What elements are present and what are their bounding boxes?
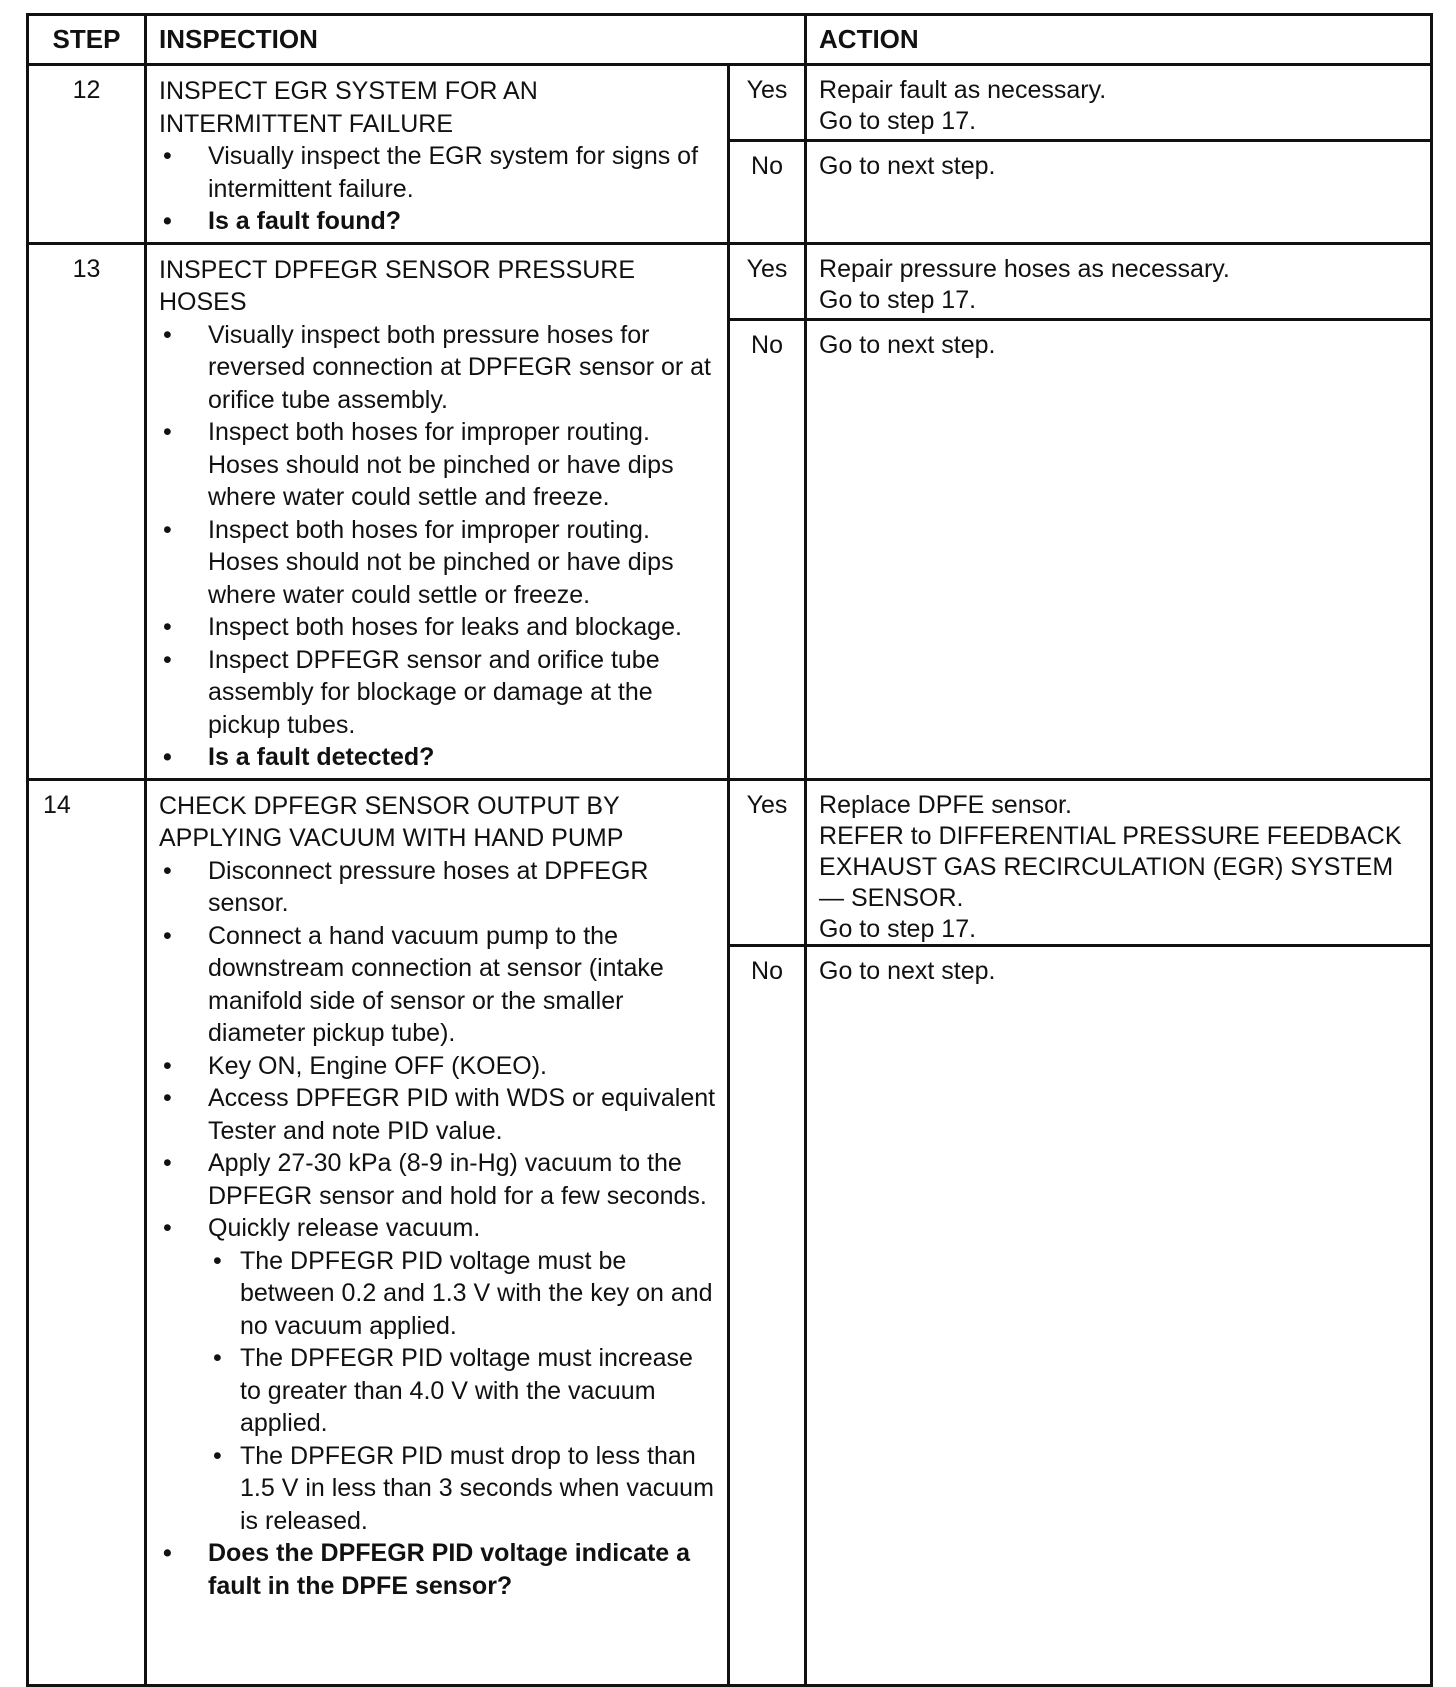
inspection-bullets [159, 140, 717, 238]
bullet-item: • Inspect DPFEGR sensor and orifice tube assembly for blockage or damage at the pickup tubes. [159, 644, 717, 742]
action-line: Go to step 17. [819, 285, 977, 314]
bullet-item: • Connect a hand vacuum pump to the downstream connection at sensor (intake manifold side of sensor or the smaller diameter pickup tube). [159, 920, 717, 1050]
bullet-item: • Inspect both hoses for improper routing. Hoses should not be pinched or have dips where water could settle and freeze. [159, 416, 717, 514]
question-bullet: • Is a fault found? [159, 205, 717, 238]
action-line: Repair pressure hoses as necessary. [819, 254, 1230, 283]
action-cell [806, 779, 1432, 1685]
bullet-item: • Inspect both hoses for improper routing. Hoses should not be pinched or have dips where water could settle or freeze. [159, 514, 717, 612]
step-header: STEP [28, 15, 146, 65]
yes-label: Yes [730, 245, 804, 321]
table-row [28, 779, 1432, 1685]
header-row [28, 15, 1432, 65]
no-action [807, 947, 1430, 1684]
action-line: Replace DPFE sensor. [819, 790, 1072, 819]
inspection-title: INSPECT DPFEGR SENSOR PRESSURE HOSES [159, 255, 636, 316]
inspection-bullets [159, 855, 717, 1603]
no-label: No [751, 956, 783, 985]
bullet-text: • Quickly release vacuum. [208, 1214, 481, 1242]
yes-label: Yes [730, 66, 804, 142]
no-action [807, 142, 1430, 242]
action-line: REFER to DIFFERENTIAL PRESSURE FEEDBACK EXHAUST GAS RECIRCULATION (EGR) SYSTEM — SENSOR. [819, 821, 1402, 912]
sub-bullet-item: • The DPFEGR PID must drop to less than 1.5 V in less than 3 seconds when vacuum is released. [208, 1440, 717, 1538]
yes-action [807, 66, 1430, 142]
action-line: Go to next step. [819, 956, 996, 985]
yes-action [807, 781, 1430, 947]
action-cell [806, 243, 1432, 779]
inspection-cell [146, 779, 729, 1685]
action-line: Go to step 17. [819, 914, 977, 943]
inspection-header: INSPECTION [146, 15, 806, 65]
action-line: Go to step 17. [819, 107, 977, 135]
no-action [807, 321, 1430, 778]
inspection-title: INSPECT EGR SYSTEM FOR AN INTERMITTENT FAILURE [159, 77, 538, 138]
no-label: No [751, 152, 783, 180]
inspection-title: CHECK DPFEGR SENSOR OUTPUT BY APPLYING VACUUM WITH HAND PUMP [159, 791, 624, 852]
sub-bullet-item: • The DPFEGR PID voltage must increase to greater than 4.0 V with the vacuum applied. [208, 1342, 717, 1440]
diagnostic-table [26, 13, 1433, 1687]
bullet-item: • Visually inspect both pressure hoses for reversed connection at DPFEGR sensor or at orifice tube assembly. [159, 319, 717, 417]
action-line: Go to next step. [819, 152, 996, 180]
step-number: 14 [28, 779, 146, 1685]
sub-bullet-item: • The DPFEGR PID voltage must be between 0.2 and 1.3 V with the key on and no vacuum applied. [208, 1245, 717, 1343]
step-number: 13 [28, 243, 146, 779]
inspection-cell [146, 243, 729, 779]
action-line: Go to next step. [819, 330, 996, 359]
action-line: Repair fault as necessary. [819, 76, 1107, 104]
action-header: ACTION [806, 15, 1432, 65]
inspection-bullets [159, 319, 717, 774]
bullet-item: • Disconnect pressure hoses at DPFEGR sensor. [159, 855, 717, 920]
inspection-cell [146, 65, 729, 244]
bullet-item: • Key ON, Engine OFF (KOEO). [159, 1050, 717, 1083]
bullet-item [159, 1212, 717, 1537]
sub-bullets [208, 1245, 717, 1538]
answer-cell [729, 779, 806, 1685]
yes-label: Yes [730, 781, 804, 947]
yes-action [807, 245, 1430, 321]
table-row [28, 243, 1432, 779]
bullet-item: • Visually inspect the EGR system for signs of intermittent failure. [159, 140, 717, 205]
table-row [28, 65, 1432, 244]
answer-cell [729, 65, 806, 244]
question-bullet: • Does the DPFEGR PID voltage indicate a fault in the DPFE sensor? [159, 1537, 717, 1602]
bullet-item: • Apply 27-30 kPa (8-9 in-Hg) vacuum to the DPFEGR sensor and hold for a few seconds. [159, 1147, 717, 1212]
answer-cell [729, 243, 806, 779]
question-bullet: • Is a fault detected? [159, 741, 717, 774]
action-cell [806, 65, 1432, 244]
bullet-item: • Access DPFEGR PID with WDS or equivalent Tester and note PID value. [159, 1082, 717, 1147]
step-number: 12 [28, 65, 146, 244]
no-label: No [751, 330, 783, 359]
bullet-item: • Inspect both hoses for leaks and blockage. [159, 611, 717, 644]
